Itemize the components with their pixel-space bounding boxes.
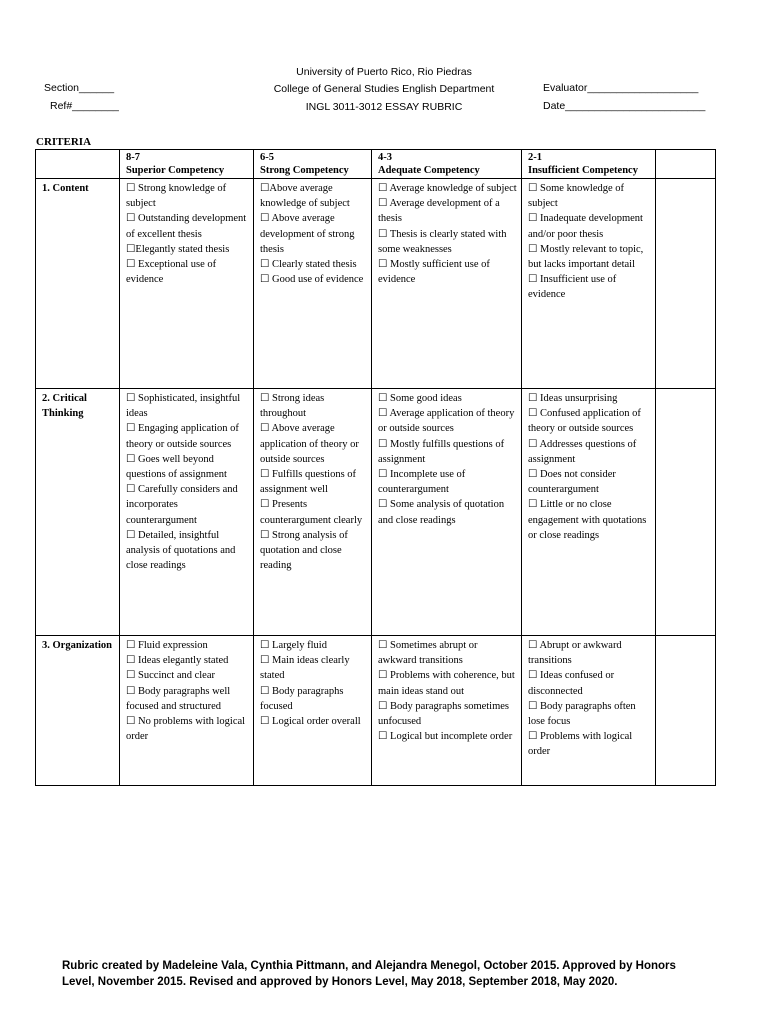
criterion-cell: 3. Organization — [36, 636, 120, 786]
section-field: Section______ — [44, 82, 115, 94]
evaluator-field: Evaluator___________________ — [543, 82, 699, 94]
descriptor-cell — [522, 389, 656, 636]
descriptor-item: ☐ Some analysis of quotation and close readings — [378, 499, 505, 526]
descriptor-item: ☐ Main ideas clearly stated — [260, 655, 350, 682]
descriptor-item: ☐ Abrupt or awkward transitions — [528, 640, 622, 667]
descriptor-cell — [254, 389, 372, 636]
descriptor-item: ☐ Insufficient use of evidence — [528, 274, 617, 301]
descriptor-item: ☐ Addresses questions of assignment — [528, 438, 637, 465]
criterion-cell: 2. Critical Thinking — [36, 389, 120, 636]
descriptor-item: ☐ Some knowledge of subject — [528, 183, 625, 210]
descriptor-item: ☐ Fluid expression — [126, 640, 208, 651]
column-header-superior — [120, 150, 254, 179]
descriptor-item: ☐ Ideas elegantly stated — [126, 655, 229, 667]
rubric-row-organization — [36, 636, 716, 786]
descriptor-item: ☐ Largely fluid — [260, 640, 327, 651]
descriptor-item: ☐ Mostly fulfills questions of assignment — [378, 438, 505, 465]
descriptor-item: ☐ Average knowledge of subject — [378, 183, 517, 194]
column-range: 6-5 — [260, 152, 274, 163]
descriptor-item: ☐ Logical but incomplete order — [378, 731, 513, 743]
column-header-adequate — [372, 150, 522, 179]
score-header-cell — [656, 150, 716, 179]
descriptor-cell — [372, 636, 522, 786]
descriptor-item: ☐ Engaging application of theory or outside sources — [126, 423, 239, 450]
descriptor-item: ☐ Ideas confused or disconnected — [528, 670, 615, 697]
column-header-insufficient — [522, 150, 656, 179]
descriptor-cell — [522, 636, 656, 786]
descriptor-item: ☐ Body paragraphs often lose focus — [528, 700, 636, 728]
descriptor-item: ☐ Mostly sufficient use of evidence — [378, 259, 490, 286]
descriptor-item: ☐ Sometimes abrupt or awkward transitions — [378, 640, 478, 667]
descriptor-item: ☐ Problems with logical order — [528, 731, 633, 758]
descriptor-cell — [522, 179, 656, 389]
descriptor-item: ☐ Exceptional use of evidence — [126, 259, 217, 286]
criterion-cell: 1. Content — [36, 179, 120, 389]
descriptor-item: ☐ Strong analysis of quotation and close reading — [260, 529, 348, 572]
descriptor-item: ☐ No problems with logical order — [126, 716, 246, 743]
descriptor-item: ☐ Confused application of theory or outside sources — [528, 408, 641, 435]
descriptor-item: ☐ Average development of a thesis — [378, 198, 500, 225]
column-label: Strong Competency — [260, 165, 349, 176]
column-header-strong — [254, 150, 372, 179]
descriptor-item: ☐ Fulfills questions of assignment well — [260, 469, 357, 496]
descriptor-cell — [120, 389, 254, 636]
header-row — [36, 150, 716, 179]
university-title: University of Puerto Rico, Rio Piedras — [296, 66, 472, 78]
descriptor-cell — [120, 636, 254, 786]
descriptor-item: ☐ Logical order overall — [260, 716, 361, 728]
descriptor-item: ☐ Succinct and clear — [126, 670, 215, 682]
score-cell — [656, 636, 716, 786]
footer-credits: Rubric created by Madeleine Vala, Cynthia Pittmann, and Alejandra Menegol, October 2015. Approved by Honors Level, November 2015. Revised and approved by Honors Level, May 2018, September 2018, May 2020. — [62, 960, 676, 988]
score-cell — [656, 389, 716, 636]
descriptor-cell — [372, 179, 522, 389]
rubric-row-content — [36, 179, 716, 389]
descriptor-cell — [254, 636, 372, 786]
descriptor-cell — [372, 389, 522, 636]
score-cell — [656, 179, 716, 389]
descriptor-item: ☐ Thesis is clearly stated with some weaknesses — [378, 228, 507, 255]
descriptor-item: ☐ Clearly stated thesis — [260, 259, 357, 271]
rubric-row-critical-thinking — [36, 389, 716, 636]
descriptor-item: ☐ Does not consider counterargument — [528, 469, 616, 496]
descriptor-item: ☐ Body paragraphs sometimes unfocused — [378, 700, 510, 728]
rubric-table — [35, 149, 716, 786]
descriptor-item: ☐ Incomplete use of counterargument — [378, 469, 466, 496]
descriptor-item: ☐Elegantly stated thesis — [126, 243, 230, 255]
column-label: Adequate Competency — [378, 165, 480, 176]
descriptor-cell — [120, 179, 254, 389]
descriptor-item: ☐ Inadequate development and/or poor thesis — [528, 213, 643, 240]
descriptor-item: ☐ Strong ideas throughout — [260, 393, 325, 420]
descriptor-item: ☐ Outstanding development of excellent thesis — [126, 213, 247, 240]
column-range: 8-7 — [126, 152, 140, 163]
descriptor-item: ☐ Body paragraphs focused — [260, 685, 344, 712]
descriptor-item: ☐ Carefully considers and incorporates counterargument — [126, 484, 238, 526]
criteria-header-cell — [36, 150, 120, 179]
descriptor-item: ☐ Sophisticated, insightful ideas — [126, 393, 241, 420]
descriptor-item: ☐ Strong knowledge of subject — [126, 183, 227, 210]
descriptor-item: ☐ Above average application of theory or outside sources — [260, 423, 359, 465]
descriptor-item: ☐Above average knowledge of subject — [260, 183, 350, 210]
descriptor-item: ☐ Ideas unsurprising — [528, 393, 618, 404]
date-field: Date________________________ — [543, 100, 706, 112]
descriptor-item: ☐ Some good ideas — [378, 393, 462, 404]
descriptor-item: ☐ Presents counterargument clearly — [260, 499, 363, 526]
descriptor-item: ☐ Detailed, insightful analysis of quotations and close readings — [126, 529, 236, 572]
descriptor-item: ☐ Average application of theory or outside sources — [378, 408, 515, 435]
column-label: Superior Competency — [126, 165, 225, 176]
descriptor-item: ☐ Goes well beyond questions of assignment — [126, 453, 227, 481]
descriptor-item: ☐ Problems with coherence, but main ideas stand out — [378, 670, 515, 697]
descriptor-item: ☐ Body paragraphs well focused and structured — [126, 685, 231, 712]
descriptor-item: ☐ Little or no close engagement with quotations or close readings — [528, 499, 647, 541]
rubric-title: INGL 3011-3012 ESSAY RUBRIC — [305, 101, 463, 113]
column-range: 2-1 — [528, 152, 542, 163]
descriptor-item: ☐ Good use of evidence — [260, 274, 364, 286]
column-label: Insufficient Competency — [528, 165, 638, 176]
criteria-label: CRITERIA — [36, 136, 92, 148]
column-range: 4-3 — [378, 152, 392, 163]
descriptor-cell — [254, 179, 372, 389]
college-title: College of General Studies English Department — [273, 83, 495, 95]
descriptor-item: ☐ Above average development of strong thesis — [260, 213, 355, 255]
ref-field: Ref#________ — [50, 100, 119, 112]
descriptor-item: ☐ Mostly relevant to topic, but lacks important detail — [528, 243, 644, 271]
